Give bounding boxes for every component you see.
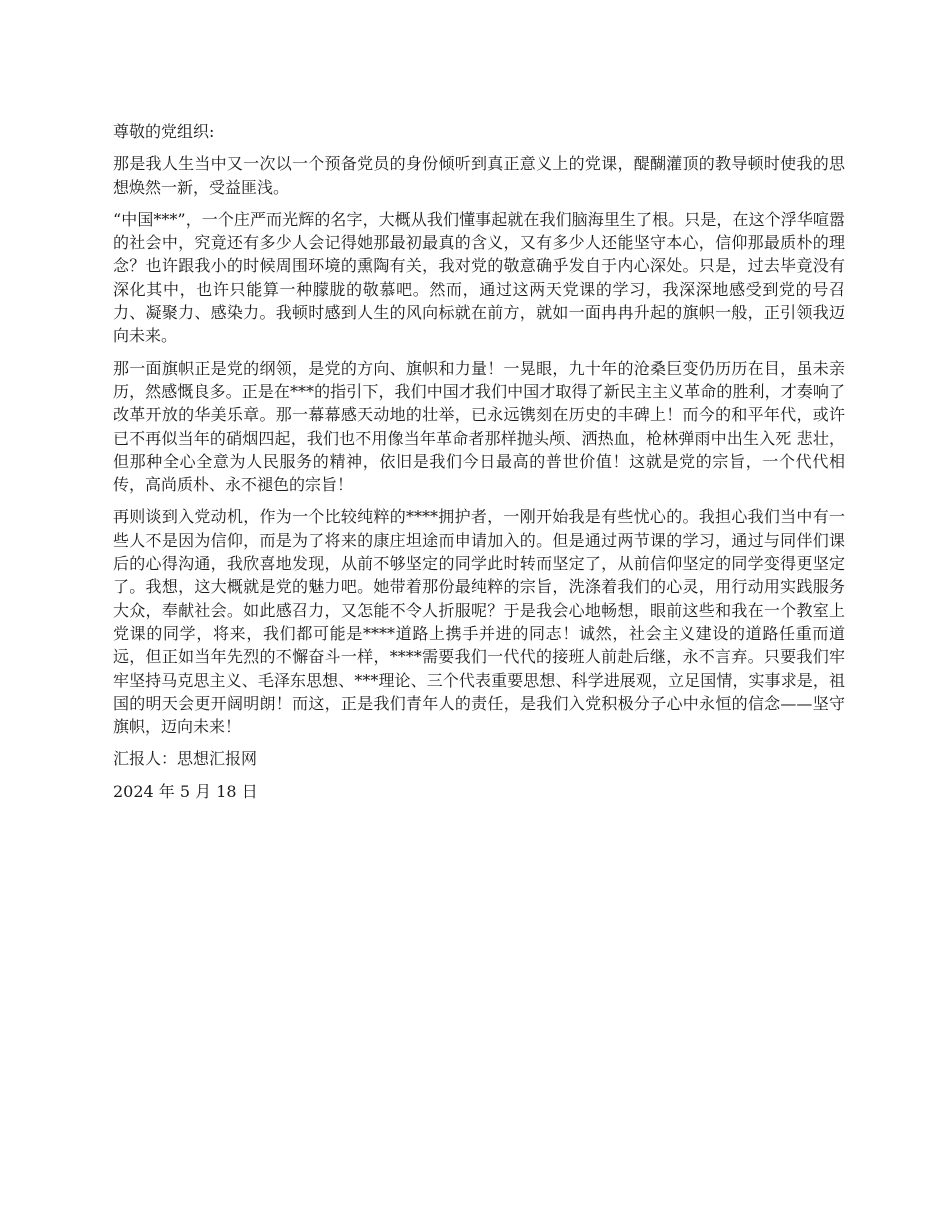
- salutation: 尊敬的党组织:: [113, 122, 215, 141]
- paragraph-3: 那一面旗帜正是党的纲领，是党的方向、旗帜和力量！一晃眼，九十年的沧桑巨变仍历历在目，虽未亲历，然感慨良多。正是在***的指引下，我们中国才我们中国才取得了新民主主义革命的胜利，才奏响了改革开放的华美乐章。那一幕幕感天动地的壮举，已永远镌刻在历史的丰碑上！而今的和平年代，或许已不再似当年的硝烟四起，我们也不用像当年革命者那样抛头颅、洒热血，枪林弹雨中出生入死 悲壮，但那种全心全意为人民服务的精神，依旧是我们今日最高的普世价值！这就是党的宗旨，一个代代相传，高尚质朴、永不褪色的宗旨！: [113, 358, 845, 495]
- signature: 汇报人：思想汇报网: [113, 749, 258, 769]
- document-page: [113, 120, 845, 812]
- paragraph-2: “中国***”，一个庄严而光辉的名字，大概从我们懂事起就在我们脑海里生了根。只是，在这个浮华喧嚣的社会中，究竟还有多少人会记得她那最初最真的含义，又有多少人还能坚守本心，信仰那最质朴的理念？也许跟我小的时候周围环境的熏陶有关，我对党的敬意确乎发自于内心深处。只是，过去毕竟没有深化其中，也许只能算一种朦胧的敬慕吧。然而，通过这两天党课的学习，我深深地感受到党的号召力、凝聚力、感染力。我顿时感到人生的风向标就在前方，就如一面冉冉升起的旗帜一般，正引领我迈向未来。: [113, 209, 845, 346]
- paragraph-1: 那是我人生当中又一次以一个预备党员的身份倾听到真正意义上的党课，醍醐灌顶的教导顿时使我的思想焕然一新，受益匪浅。: [113, 154, 845, 197]
- date: 2024 年 5 月 18 日: [113, 781, 258, 801]
- paragraph-4: 再则谈到入党动机，作为一个比较纯粹的****拥护者，一刚开始我是有些忧心的。我担心我们当中有一些人不是因为信仰，而是为了将来的康庄坦途而申请加入的。但是通过两节课的学习，通过与同伴们课后的心得沟通，我欣喜地发现，从前不够坚定的同学此时转而坚定了，从前信仰坚定的同学变得更坚定了。我想，这大概就是党的魅力吧。她带着那份最纯粹的宗旨，洗涤着我们的心灵，用行动用实践服务大众，奉献社会。如此感召力，又怎能不令人折服呢？于是我会心地畅想，眼前这些和我在一个教室上党课的同学，将来，我们都可能是****道路上携手并进的同志！诚然，社会主义建设的道路任重而道远，但正如当年先烈的不懈奋斗一样，****需要我们一代代的接班人前赴后继，永不言弃。只要我们牢牢坚持马克思主义、毛泽东思想、***理论、三个代表重要思想、科学进展观，立足国情，实事求是，祖国的明天会更开阔明朗！而这，正是我们青年人的责任，是我们入党积极分子心中永恒的信念——坚守旗帜，迈向未来！: [113, 507, 845, 737]
